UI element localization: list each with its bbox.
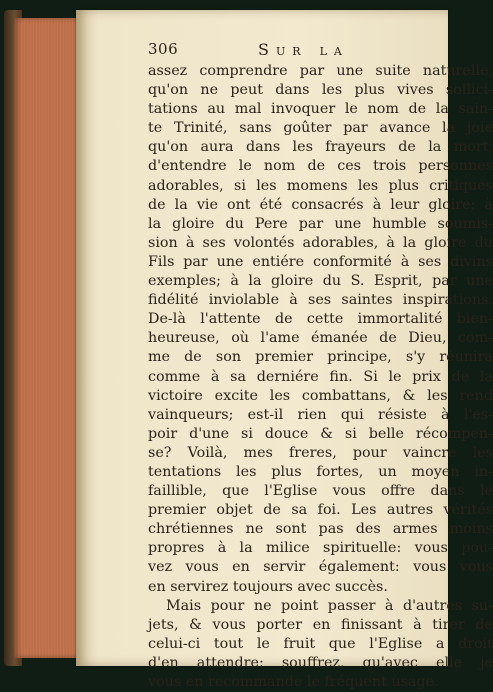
text-line: Fils par une entiére conformité à ses divins [148,253,493,270]
text-line: tations au mal invoquer le nom de la sain- [148,101,493,118]
running-title: Sur la [258,40,349,59]
text-line: se? Voilà, mes freres, pour vaincre les [148,444,493,461]
text-line: sion à ses volontés adorables, à la gloire du [148,234,493,251]
text-line: propres à la milice spirituelle: vous pou- [148,540,493,557]
text-line: jets, & vous porter en finissant à tirer de [148,616,493,633]
book-page [76,10,493,690]
page-edges [14,18,78,658]
text-line: vainqueurs; est-il rien qui résiste à l'es- [148,406,493,423]
text-line: d'entendre le nom de ces trois personnes [148,158,493,175]
text-line: Mais pour ne point passer à d'autres su- [166,597,493,614]
text-line: heureuse, où l'ame émanée de Dieu, com- [148,330,493,347]
paragraph [148,62,493,597]
text-line: comme à sa derniére fin. Si le prix de la [148,368,493,385]
text-line: la gloire du Pere par une humble soumis- [148,215,493,232]
text-line: en servirez toujours avec succès. [148,578,388,595]
book [4,10,493,690]
text-line: vous en recommande le fréquent usage. [148,674,439,690]
page-number: 306 [148,40,179,58]
text-line: exemples; à la gloire du S. Esprit, par une [148,273,493,290]
text-line: chrétiennes ne sont pas des armes moins [148,521,493,538]
text-line: qu'on aura dans les frayeurs de la mort, [148,139,493,156]
text-line: tentations les plus fortes, un moyen in- [148,463,493,480]
text-line: assez comprendre par une suite naturelle, [148,63,493,79]
text-line: premier objet de sa foi. Les autres vérités [148,502,493,519]
text-line: poir d'une si douce & si belle récompen- [148,425,493,442]
text-line: me de son premier principe, s'y réunira [148,349,493,366]
text-line: fidélité inviolable à ses saintes inspirations. [148,292,493,309]
text-line: faillible, que l'Eglise vous offre dans le [148,483,493,500]
text-line: te Trinité, sans goûter par avance la joie [148,120,493,137]
text-line: celui-ci tout le fruit que l'Eglise a droit [148,635,493,652]
text-line: vez vous en servir également: vous vous [148,559,493,576]
text-line: d'en attendre; souffrez, qu'avec elle je [148,654,493,671]
body-text [148,62,493,692]
text-line: victoire excite les combattans, & les rend [148,387,493,404]
text-line: de la vie ont été consacrés à leur gloire; à [148,196,493,213]
paragraph [148,597,493,692]
text-line: qu'on ne peut dans les plus vives sollici- [148,82,493,99]
text-line: De-là l'attente de cette immortalité bien- [148,311,493,328]
text-line: adorables, si les momens les plus critiques [148,177,493,194]
